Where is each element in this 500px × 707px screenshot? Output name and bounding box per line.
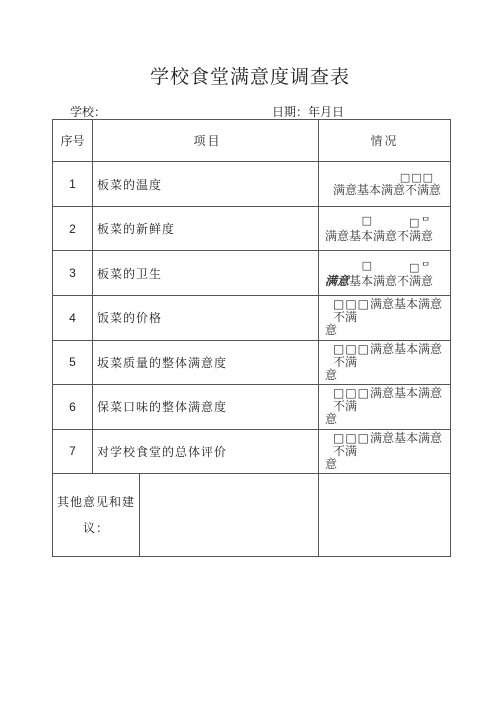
checkbox[interactable]: □ᄆ — [408, 260, 432, 274]
table-row — [53, 429, 451, 474]
row-no: 4 — [53, 296, 93, 341]
status-options — [325, 275, 444, 288]
status-bold-word: 满意 — [325, 273, 350, 288]
status-options — [325, 432, 444, 458]
header-item: 项目 — [93, 120, 319, 162]
row-no: 6 — [53, 385, 93, 430]
other-label-line2: 议： — [82, 521, 109, 536]
date-field — [272, 103, 344, 120]
status-line2: 意 — [325, 412, 338, 427]
page-title: 学校食堂满意度调查表 — [149, 66, 350, 88]
status-line2: 意 — [325, 367, 338, 382]
row-status[interactable] — [319, 340, 451, 385]
row-item: 板菜的新鲜度 — [93, 206, 319, 251]
row-no: 7 — [53, 429, 93, 474]
row-no: 3 — [53, 251, 93, 296]
other-label-line1: 其他意见和建 — [56, 495, 135, 510]
status-line2: 意 — [325, 456, 338, 471]
status-options — [325, 343, 444, 369]
table-row — [53, 385, 451, 430]
row-item: 板菜的卫生 — [93, 251, 319, 296]
checkbox[interactable]: □ — [361, 214, 373, 228]
row-no: 5 — [53, 340, 93, 385]
header-status: 情况 — [319, 120, 451, 162]
other-opinions-extra[interactable] — [319, 474, 451, 557]
checkbox-group[interactable] — [325, 214, 432, 230]
table-row — [53, 296, 451, 341]
row-item: 饭菜的价格 — [93, 296, 319, 341]
checkbox-group[interactable] — [325, 259, 432, 275]
status-options: 满意基本满意不满意 — [325, 229, 434, 244]
checkbox-group[interactable]: □□□ — [399, 171, 434, 185]
row-no: 2 — [53, 206, 93, 251]
status-line1: 满意基本满意不满 — [333, 297, 443, 325]
status-line1: 满意基本满意不满 — [333, 430, 443, 458]
table-header-row — [53, 120, 451, 162]
status-line1: 满意基本满意不满 — [333, 341, 443, 369]
checkbox-group[interactable]: □□□ — [333, 386, 371, 401]
other-opinions-cell — [53, 474, 319, 557]
other-opinions-row — [53, 474, 451, 557]
table-row — [53, 251, 451, 296]
other-opinions-label — [53, 474, 140, 556]
table-row — [53, 162, 451, 207]
row-status[interactable] — [319, 251, 451, 296]
row-item: 坂菜质量的整体满意度 — [93, 340, 319, 385]
checkbox-group[interactable]: □□□ — [333, 297, 371, 312]
status-rest: 基本满意不满意 — [349, 273, 434, 288]
date-label: 日期： — [272, 105, 309, 119]
row-item: 保菜口味的整体满意度 — [93, 385, 319, 430]
header-no: 序号 — [53, 120, 93, 162]
row-status[interactable] — [319, 206, 451, 251]
status-options: 满意基本满意不满意 — [333, 183, 442, 198]
checkbox-group[interactable]: □□□ — [333, 430, 371, 445]
other-opinions-field[interactable] — [140, 474, 318, 556]
checkbox[interactable]: □ᄆ — [408, 216, 432, 230]
survey-table — [52, 119, 451, 557]
row-status[interactable] — [319, 296, 451, 341]
status-line2: 意 — [325, 323, 338, 338]
row-no: 1 — [53, 162, 93, 207]
table-row — [53, 206, 451, 251]
table-row — [53, 340, 451, 385]
school-label: 学校： — [70, 105, 107, 119]
row-status[interactable] — [319, 385, 451, 430]
row-status[interactable] — [319, 162, 451, 207]
status-options — [325, 298, 444, 324]
status-line1: 满意基本满意不满 — [333, 386, 443, 414]
row-item: 板菜的温度 — [93, 162, 319, 207]
checkbox-group[interactable]: □□□ — [333, 341, 371, 356]
date-value: 年月日 — [308, 105, 345, 119]
row-status[interactable] — [319, 429, 451, 474]
status-options — [325, 387, 444, 413]
row-item: 对学校食堂的总体评价 — [93, 429, 319, 474]
checkbox[interactable]: □ — [361, 258, 373, 272]
